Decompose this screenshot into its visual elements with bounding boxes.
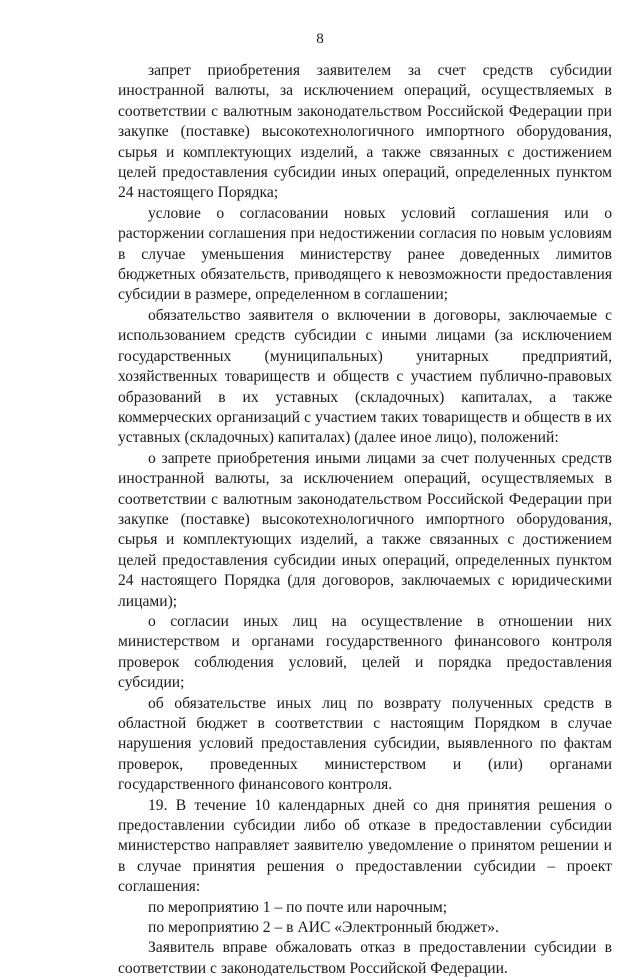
page-number: 8 [316, 31, 324, 47]
paragraph: об обязательстве иных лиц по возврату полученных средств в областной бюджет в соответствии с настоящим Порядком в случае нарушения условий предоставления субсидии, выявленного по фактам проверок, проведенных министерством и (или) органами государственного финансового контроля. [118, 694, 612, 794]
paragraph: 19. В течение 10 календарных дней со дня принятия решения о предоставлении субсидии либо об отказе в предоставлении субсидии министерство направляет заявителю уведомление о принятом решении и в случае принятия решения о предоставлении субсидии – проект соглашения: [118, 796, 612, 896]
paragraph: по мероприятию 2 – в АИС «Электронный бюджет». [148, 919, 499, 937]
paragraph: Заявитель вправе обжаловать отказ в предоставлении субсидии в соответствии с законодательством Российской Федерации. [118, 939, 612, 977]
paragraph: о согласии иных лиц на осуществление в отношении них министерством и органами государственного финансового контроля проверок соблюдения условий, целей и порядка предоставления субсидии; [118, 612, 612, 692]
paragraph: о запрете приобретения иными лицами за счет полученных средств иностранной валюты, за исключением операций, осуществляемых в соответствии с валютным законодательством Российской Федерации при закупке (поставке) высокотехнологичного импортного оборудования, сырья и комплектующих изделий, а также связанных с достижением целей предоставления субсидии иных операций, определенных пунктом 24 настоящего Порядка (для договоров, заключаемых с юридическими лицами); [118, 449, 612, 610]
paragraph: запрет приобретения заявителем за счет средств субсидии иностранной валюты, за исключением операций, осуществляемых в соответствии с валютным законодательством Российской Федерации при закупке (поставке) высокотехнологичного импортного оборудования, сырья и комплектующих изделий, а также связанных с достижением целей предоставления субсидии иных операций, определенных пунктом 24 настоящего Порядка; [118, 62, 612, 202]
document-body [118, 61, 612, 979]
paragraph: условие о согласовании новых условий соглашения или о расторжении соглашения при недостижении согласия по новым условиям в случае уменьшения министерству ранее доведенных лимитов бюджетных обязательств, приводящего к невозможности предоставления субсидии в размере, определенном в соглашении; [118, 204, 612, 304]
paragraph: по мероприятию 1 – по почте или нарочным; [148, 898, 448, 916]
paragraph: обязательство заявителя о включении в договоры, заключаемые с использованием средств субсидии с иными лицами (за исключением государственных (муниципальных) унитарных предприятий, хозяйственных товариществ и обществ с участием публично-правовых образований в их уставных (складочных) капиталах, а также коммерческих организаций с участием таких товариществ и обществ в их уставных (складочных) капиталах) (далее иное лицо), положений: [118, 306, 612, 447]
